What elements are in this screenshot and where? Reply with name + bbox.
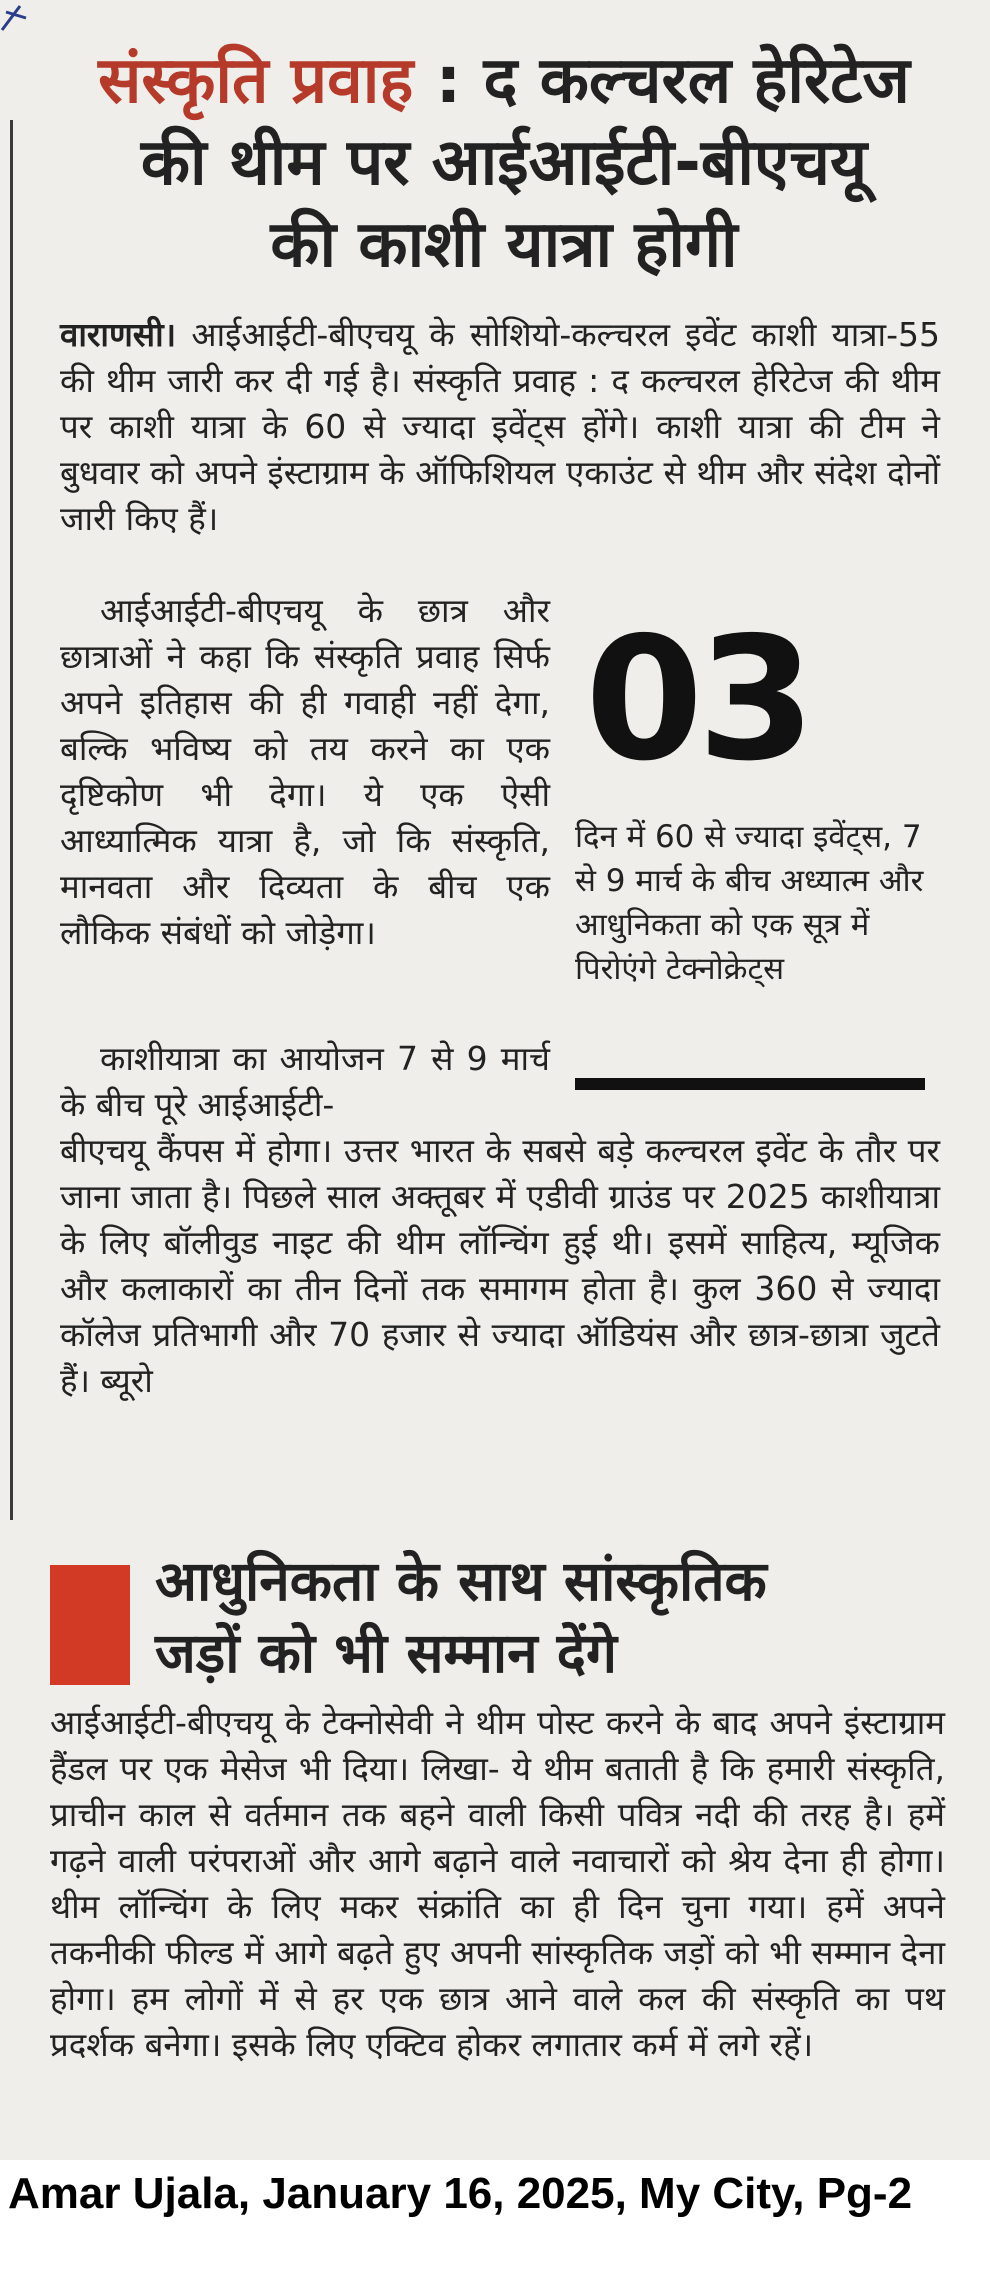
dateline: वाराणसी। — [60, 315, 177, 354]
subheadline — [155, 1545, 955, 1689]
headline-prefix: संस्कृति प्रवाह — [98, 44, 414, 118]
fact-box — [575, 600, 940, 1100]
body-paragraph-3: काशीयात्रा का आयोजन 7 से 9 मार्च के बीच पूरे आईआईटी- — [60, 1039, 550, 1124]
fact-box-rule — [575, 1078, 925, 1090]
corner-mark-icon — [0, 0, 34, 34]
body-paragraph-4: बीएचयू कैंपस में होगा। उत्तर भारत के सबसे बड़े कल्चरल इवेंट के तौर पर जाना जाता है। पिछले साल अक्तूबर में एडीवी ग्राउंड पर 2025 काशीयात्रा के लिए बॉलीवुड नाइट की थीम लॉन्चिंग हुई थी। इसमें साहित्य, म्यूजिक और कलाकारों का तीन दिनों तक समागम होता है। कुल 360 से ज्यादा कॉलेज प्रतिभागी और 70 हजार से ज्यादा ऑडियंस और छात्र-छात्रा जुटते हैं। ब्यूरो — [60, 1131, 940, 1400]
source-caption: Amar Ujala, January 16, 2025, My City, Pg-2 — [8, 2169, 913, 2218]
subheadline-marker — [50, 1565, 130, 1685]
headline-line-3: की काशी यात्रा होगी — [270, 208, 738, 282]
headline — [44, 40, 964, 286]
headline-rest: : द कल्चरल हेरिटेज — [413, 44, 910, 118]
fact-number: 03 — [585, 601, 810, 799]
headline-line-2: की थीम पर आईआईटी-बीएचयू — [140, 126, 868, 200]
column-rule — [10, 120, 13, 1520]
body-paragraph-5: आईआईटी-बीएचयू के टेक्नोसेवी ने थीम पोस्ट करने के बाद अपने इंस्टाग्राम हैंडल पर एक मेसेज भी दिया। लिखा- ये थीम बताती है कि हमारी संस्कृति, प्राचीन काल से वर्तमान तक बहने वाली किसी पवित्र नदी की तरह है। हमें गढ़ने वाली परंपराओं और आगे बढ़ाने वाले नवाचारों को श्रेय देना ही होगा। थीम लॉन्चिंग के लिए मकर संक्रांति का ही दिन चुना गया। हमें अपने तकनीकी फील्ड में आगे बढ़ते हुए अपनी सांस्कृतिक जड़ों को भी सम्मान देना होगा। हम लोगों में से हर एक छात्र आने वाले कल की संस्कृति का पथ प्रदर्शक बनेगा। इसके लिए एक्टिव होकर लगातार कर्म में लगे रहें। — [50, 1703, 946, 2064]
body-paragraph-2: आईआईटी-बीएचयू के छात्र और छात्राओं ने कहा कि संस्कृति प्रवाह सिर्फ अपने इतिहास की ही गवाही नहीं देगा, बल्कि भविष्य को तय करने का एक दृष्टिकोण भी देगा। ये एक ऐसी आध्यात्मिक यात्रा है, जो कि संस्कृति, मानवता और दिव्यता के बीच एक लौकिक संबंधों को जोड़ेगा। — [60, 591, 550, 952]
subheadline-line-2: जड़ों को भी सम्मान देंगे — [155, 1621, 617, 1685]
lead-paragraph — [60, 312, 940, 542]
subheadline-line-1: आधुनिकता के साथ सांस्कृतिक — [155, 1549, 767, 1613]
lead-text: आईआईटी-बीएचयू के सोशियो-कल्चरल इवेंट काशी यात्रा-55 की थीम जारी कर दी गई है। संस्कृति प्रवाह : द कल्चरल हेरिटेज की थीम पर काशी यात्रा के 60 से ज्यादा इवेंट्स होंगे। काशी यात्रा की टीम ने बुधवार को अपने इंस्टाग्राम के ऑफिशियल एकाउंट से थीम और संदेश दोनों जारी किए हैं। — [60, 315, 940, 538]
headline-line-1 — [44, 40, 964, 122]
fact-caption: दिन में 60 से ज्यादा इवेंट्स, 7 से 9 मार्च के बीच अध्यात्म और आधुनिकता को एक सूत्र में पिरोएंगे टेक्नोक्रेट्स — [575, 819, 924, 987]
